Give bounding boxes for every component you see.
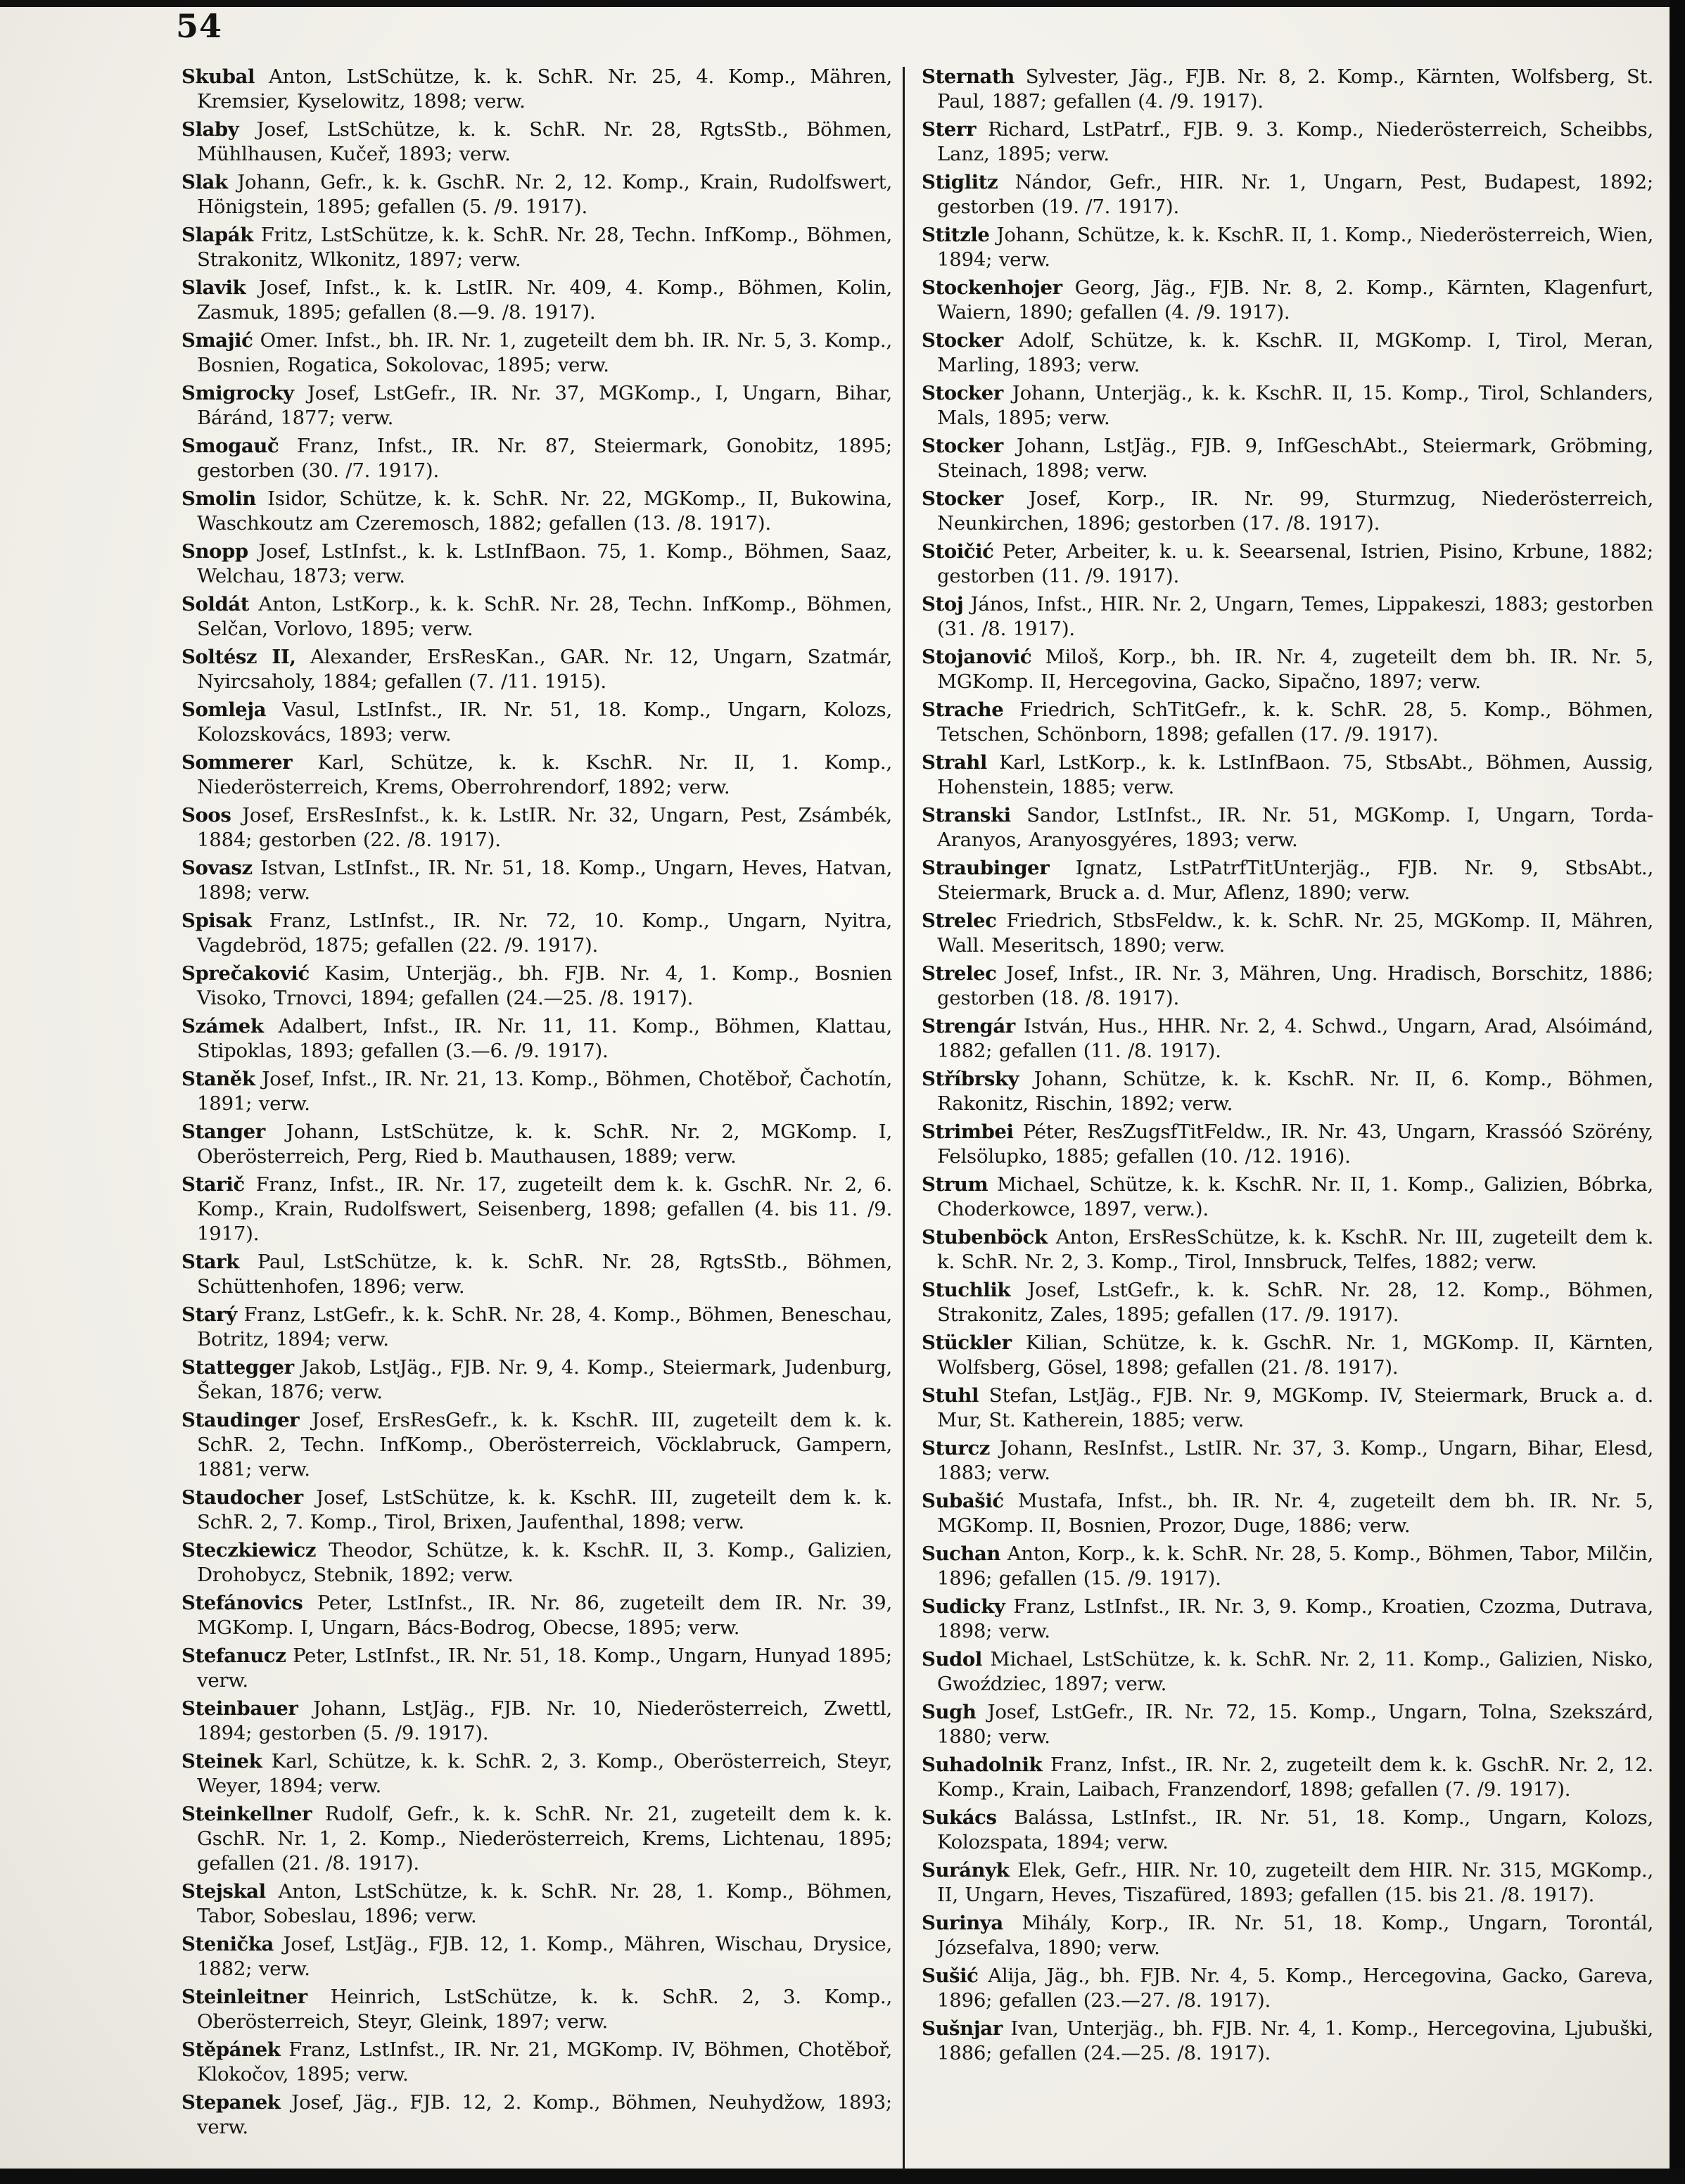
scan-border-right [1670, 0, 1685, 2184]
entry-surname: Smajić [182, 329, 253, 352]
list-entry [922, 1067, 1653, 1116]
list-entry [182, 909, 892, 958]
entry-details: Josef, LstGefr., IR. Nr. 72, 15. Komp., Ungarn, Tolna, Szekszárd, 1880; verw. [937, 1701, 1653, 1748]
entry-surname: Sprečaković [182, 962, 310, 985]
list-entry [182, 1644, 892, 1693]
entry-details: Vasul, LstInfst., IR. Nr. 51, 18. Komp., Ungarn, Kolozs, Kolozskovács, 1893; verw. [197, 698, 892, 746]
entry-surname: Stejskal [182, 1880, 266, 1903]
entry-surname: Sudicky [922, 1595, 1005, 1618]
list-entry [922, 1595, 1653, 1644]
list-entry [922, 1331, 1653, 1380]
entry-details: Peter, Arbeiter, k. u. k. Seearsenal, Istrien, Pisino, Krbune, 1882; gestorben (11. /9. 1917). [937, 540, 1653, 587]
list-entry [182, 1408, 892, 1482]
list-entry [922, 909, 1653, 958]
entry-surname: Spisak [182, 909, 252, 932]
entry-details: Michael, LstSchütze, k. k. SchR. Nr. 2, 11. Komp., Galizien, Nisko, Gwoździec, 1897; verw. [937, 1648, 1653, 1695]
entry-details: Karl, LstKorp., k. k. LstInfBaon. 75, StbsAbt., Böhmen, Aussig, Hohenstein, 1885; verw. [937, 751, 1653, 798]
list-entry [182, 1355, 892, 1405]
list-entry [182, 856, 892, 905]
entry-surname: Slavik [182, 276, 246, 299]
entry-details: Anton, LstSchütze, k. k. SchR. Nr. 28, 1. Komp., Böhmen, Tabor, Sobeslau, 1896; verw. [197, 1880, 892, 1927]
entry-surname: Smogauč [182, 435, 279, 457]
entry-surname: Sudol [922, 1648, 982, 1671]
list-entry [922, 381, 1653, 430]
entry-surname: Stříbrsky [922, 1068, 1019, 1090]
entry-details: Mustafa, Infst., bh. IR. Nr. 4, zugeteilt dem bh. IR. Nr. 5, MGKomp. II, Bosnien, Prozor, Duge, 1886; verw. [937, 1490, 1653, 1537]
list-entry [922, 1173, 1653, 1222]
entry-details: Josef, LstSchütze, k. k. SchR. Nr. 28, RgtsStb., Böhmen, Mühlhausen, Kučeř, 1893; verw. [197, 118, 892, 165]
list-entry [922, 1647, 1653, 1697]
left-column [182, 65, 892, 2143]
list-entry [922, 1014, 1653, 1064]
list-entry [922, 1436, 1653, 1486]
entry-details: Josef, Korp., IR. Nr. 99, Sturmzug, Niederösterreich, Neunkirchen, 1896; gestorben (17. /8. 1917). [937, 487, 1653, 535]
entry-surname: Starý [182, 1303, 237, 1326]
list-entry [182, 592, 892, 641]
entry-surname: Snopp [182, 540, 248, 563]
entry-details: Nándor, Gefr., HIR. Nr. 1, Ungarn, Pest, Budapest, 1892; gestorben (19. /7. 1917). [937, 171, 1653, 218]
entry-surname: Slaby [182, 118, 239, 141]
list-entry [182, 1303, 892, 1352]
list-entry [922, 1120, 1653, 1169]
list-entry [922, 276, 1653, 325]
list-entry [182, 1591, 892, 1640]
right-column [922, 65, 1653, 2069]
list-entry [182, 1067, 892, 1116]
entry-surname: Stěpánek [182, 2038, 281, 2061]
list-entry [182, 1932, 892, 1981]
entry-surname: Subašić [922, 1490, 1004, 1512]
list-entry [182, 434, 892, 483]
entry-details: Franz, LstGefr., k. k. SchR. Nr. 28, 4. Komp., Böhmen, Beneschau, Botritz, 1894; verw. [197, 1303, 892, 1350]
entry-details: Rudolf, Gefr., k. k. SchR. Nr. 21, zugeteilt dem k. k. GschR. Nr. 1, 2. Komp., Niederösterreich, Krems, Lichtenau, 1895; gefallen (21. /8. 1917). [197, 1803, 892, 1875]
entry-details: Miloš, Korp., bh. IR. Nr. 4, zugeteilt dem bh. IR. Nr. 5, MGKomp. II, Hercegovina, Gacko, Sipačno, 1897; verw. [937, 646, 1653, 693]
entry-details: Johann, Gefr., k. k. GschR. Nr. 2, 12. Komp., Krain, Rudolfswert, Hönigstein, 1895; gefallen (5. /9. 1917). [197, 171, 892, 218]
entry-surname: Stocker [922, 487, 1003, 510]
list-entry [182, 170, 892, 219]
entry-surname: Steinek [182, 1750, 262, 1773]
entry-surname: Sturcz [922, 1437, 991, 1460]
entry-details: Johann, Unterjäg., k. k. KschR. II, 15. Komp., Tirol, Schlanders, Mals, 1895; verw. [937, 382, 1653, 429]
entry-details: Franz, Infst., IR. Nr. 17, zugeteilt dem k. k. GschR. Nr. 2, 6. Komp., Krain, Rudolfswert, Seisenberg, 1898; gefallen (4. bis 11. /9. 1917). [197, 1173, 892, 1245]
entry-surname: Steinbauer [182, 1697, 298, 1720]
list-entry [922, 962, 1653, 1011]
entry-details: Franz, Infst., IR. Nr. 87, Steiermark, Gonobitz, 1895; gestorben (30. /7. 1917). [197, 435, 892, 482]
entry-details: Josef, LstGefr., k. k. SchR. Nr. 28, 12. Komp., Böhmen, Strakonitz, Zales, 1895; gefallen (17. /9. 1917). [937, 1279, 1653, 1326]
entry-surname: Soldát [182, 593, 249, 615]
entry-details: Adolf, Schütze, k. k. KschR. II, MGKomp. I, Tirol, Meran, Marling, 1893; verw. [937, 329, 1653, 376]
list-entry [182, 223, 892, 272]
entry-details: Josef, Jäg., FJB. 12, 2. Komp., Böhmen, Neuhydžow, 1893; verw. [197, 2091, 892, 2138]
entry-surname: Stocker [922, 329, 1003, 352]
entry-surname: Starič [182, 1173, 245, 1196]
entry-surname: Strum [922, 1173, 988, 1196]
entry-details: Peter, LstInfst., IR. Nr. 51, 18. Komp., Ungarn, Hunyad 1895; verw. [197, 1645, 892, 1692]
entry-details: Franz, LstInfst., IR. Nr. 72, 10. Komp., Ungarn, Nyitra, Vagdebröd, 1875; gefallen (22. /9. 1917). [197, 909, 892, 957]
entry-surname: Stuchlik [922, 1279, 1011, 1301]
entry-surname: Stocker [922, 435, 1003, 457]
entry-details: János, Infst., HIR. Nr. 2, Ungarn, Temes, Lippakeszi, 1883; gestorben (31. /8. 1917). [937, 593, 1653, 640]
entry-surname: Stranski [922, 804, 1011, 826]
entry-details: Ignatz, LstPatrfTitUnterjäg., FJB. Nr. 9, StbsAbt., Steiermark, Bruck a. d. Mur, Aflenz, 1890; verw. [937, 857, 1653, 904]
entry-details: Ivan, Unterjäg., bh. FJB. Nr. 4, 1. Komp., Hercegovina, Ljubuški, 1886; gefallen (24.—25. /8. 1917). [937, 2017, 1653, 2064]
list-entry [922, 856, 1653, 905]
list-entry [922, 1225, 1653, 1275]
list-entry [182, 117, 892, 167]
entry-surname: Slapák [182, 224, 253, 246]
entry-details: Richard, LstPatrf., FJB. 9. 3. Komp., Niederösterreich, Scheibbs, Lanz, 1895; verw. [937, 118, 1653, 165]
entry-surname: Sterr [922, 118, 977, 141]
entry-surname: Sugh [922, 1701, 977, 1723]
entry-details: Anton, LstSchütze, k. k. SchR. Nr. 25, 4. Komp., Mähren, Kremsier, Kyselowitz, 1898; verw. [197, 65, 892, 113]
entry-details: Anton, LstKorp., k. k. SchR. Nr. 28, Techn. InfKomp., Böhmen, Selčan, Vorlovo, 1895; verw. [197, 593, 892, 640]
entry-details: Kilian, Schütze, k. k. GschR. Nr. 1, MGKomp. II, Kärnten, Wolfsberg, Gösel, 1898; gefallen (21. /8. 1917). [937, 1332, 1653, 1379]
list-entry [922, 645, 1653, 694]
list-entry [922, 2017, 1653, 2066]
list-entry [922, 65, 1653, 114]
entry-surname: Steinkellner [182, 1803, 312, 1825]
entry-details: Johann, Schütze, k. k. KschR. II, 1. Komp., Niederösterreich, Wien, 1894; verw. [937, 224, 1653, 271]
list-entry [922, 592, 1653, 641]
entry-details: Josef, ErsResGefr., k. k. KschR. III, zugeteilt dem k. k. SchR. 2, Techn. InfKomp., Oberösterreich, Vöcklabruck, Gampern, 1881; verw. [197, 1409, 892, 1481]
entry-surname: Somleja [182, 698, 267, 721]
list-entry [182, 645, 892, 694]
list-entry [922, 1806, 1653, 1855]
scan-border-bottom [0, 2169, 1685, 2184]
list-entry [922, 1964, 1653, 2013]
entry-surname: Stepanek [182, 2091, 281, 2114]
list-entry [922, 751, 1653, 800]
list-entry [182, 962, 892, 1011]
entry-surname: Surinya [922, 1912, 1003, 1934]
list-entry [182, 1120, 892, 1169]
entry-details: Balássa, LstInfst., IR. Nr. 51, 18. Komp., Ungarn, Kolozs, Kolozspata, 1894; verw. [937, 1806, 1653, 1853]
entry-details: Josef, LstGefr., IR. Nr. 37, MGKomp., I, Ungarn, Bihar, Báránd, 1877; verw. [197, 382, 892, 429]
entry-surname: Stark [182, 1251, 239, 1273]
entry-details: Friedrich, SchTitGefr., k. k. SchR. 28, 5. Komp., Böhmen, Tetschen, Schönborn, 1898; gefallen (17. /9. 1917). [937, 698, 1653, 746]
entry-surname: Stoičić [922, 540, 994, 563]
list-entry [182, 1250, 892, 1299]
list-entry [182, 698, 892, 747]
entry-surname: Sušnjar [922, 2017, 1003, 2040]
entry-details: Fritz, LstSchütze, k. k. SchR. Nr. 28, Techn. InfKomp., Böhmen, Strakonitz, Wlkonitz, 1897; verw. [197, 224, 892, 271]
entry-details: Sandor, LstInfst., IR. Nr. 51, MGKomp. I, Ungarn, Torda-Aranyos, Aranyosgyéres, 1893; verw. [937, 804, 1653, 851]
entry-surname: Sommerer [182, 751, 293, 774]
entry-details: Omer. Infst., bh. IR. Nr. 1, zugeteilt dem bh. IR. Nr. 5, 3. Komp., Bosnien, Rogatica, Sokolovac, 1895; verw. [197, 329, 892, 376]
list-entry [922, 539, 1653, 589]
list-entry [182, 803, 892, 852]
entry-surname: Strahl [922, 751, 987, 774]
entry-details: Alexander, ErsResKan., GAR. Nr. 12, Ungarn, Szatmár, Nyircsaholy, 1884; gefallen (7. /11. 1915). [197, 646, 892, 693]
entry-details: Johann, ResInfst., LstIR. Nr. 37, 3. Komp., Ungarn, Bihar, Elesd, 1883; verw. [937, 1437, 1653, 1484]
list-entry [182, 1486, 892, 1535]
entry-details: Heinrich, LstSchütze, k. k. SchR. 2, 3. Komp., Oberösterreich, Steyr, Gleink, 1897; verw. [197, 1986, 892, 2033]
list-entry [922, 434, 1653, 483]
entry-details: Adalbert, Infst., IR. Nr. 11, 11. Komp., Böhmen, Klattau, Stipoklas, 1893; gefallen (3.—6. /9. 1917). [197, 1015, 892, 1062]
entry-surname: Stuhl [922, 1384, 979, 1407]
entry-details: Péter, ResZugsfTitFeldw., IR. Nr. 43, Ungarn, Krassóó Szörény, Felsölupko, 1885; gefallen (10. /12. 1916). [937, 1120, 1653, 1168]
list-entry [182, 539, 892, 589]
list-entry [182, 1749, 892, 1799]
entry-surname: Staudocher [182, 1486, 303, 1509]
list-entry [922, 487, 1653, 536]
entry-surname: Stockenhojer [922, 276, 1062, 299]
entry-details: Michael, Schütze, k. k. KschR. Nr. II, 1. Komp., Galizien, Bóbrka, Choderkowce, 1897, verw.). [937, 1173, 1653, 1220]
entry-surname: Staněk [182, 1068, 255, 1090]
list-entry [922, 1542, 1653, 1591]
entry-details: Josef, Infst., k. k. LstIR. Nr. 409, 4. Komp., Böhmen, Kolin, Zasmuk, 1895; gefallen (8.—9. /8. 1917). [197, 276, 892, 324]
entry-details: Peter, LstInfst., IR. Nr. 86, zugeteilt dem IR. Nr. 39, MGKomp. I, Ungarn, Bács-Bodrog, Obecse, 1895; verw. [197, 1592, 892, 1639]
list-entry [922, 117, 1653, 167]
entry-surname: Stojanović [922, 646, 1032, 668]
list-entry [182, 328, 892, 378]
list-entry [182, 1538, 892, 1588]
entry-surname: Skubal [182, 65, 255, 88]
entry-surname: Stiglitz [922, 171, 998, 193]
entry-details: Georg, Jäg., FJB. Nr. 8, 2. Komp., Kärnten, Klagenfurt, Waiern, 1890; gefallen (4. /9. 1917). [937, 276, 1653, 324]
list-entry [182, 276, 892, 325]
entry-details: Friedrich, StbsFeldw., k. k. SchR. Nr. 25, MGKomp. II, Mähren, Wall. Meseritsch, 1890; verw. [937, 909, 1653, 957]
entry-details: Johann, Schütze, k. k. KschR. Nr. II, 6. Komp., Böhmen, Rakonitz, Rischin, 1892; verw. [937, 1068, 1653, 1115]
list-entry [182, 751, 892, 800]
entry-surname: Sukács [922, 1806, 997, 1829]
list-entry [182, 1173, 892, 1246]
entry-surname: Suchan [922, 1543, 1001, 1565]
entry-details: Franz, Infst., IR. Nr. 2, zugeteilt dem k. k. GschR. Nr. 2, 12. Komp., Krain, Laibach, Franzendorf, 1898; gefallen (7. /9. 1917). [937, 1754, 1653, 1801]
entry-details: Josef, ErsResInfst., k. k. LstIR. Nr. 32, Ungarn, Pest, Zsámbék, 1884; gestorben (22. /8. 1917). [197, 804, 892, 851]
entry-details: Paul, LstSchütze, k. k. SchR. Nr. 28, RgtsStb., Böhmen, Schüttenhofen, 1896; verw. [197, 1251, 892, 1298]
entry-details: Johann, LstJäg., FJB. 9, InfGeschAbt., Steiermark, Gröbming, Steinach, 1898; verw. [937, 435, 1653, 482]
list-entry [182, 1985, 892, 2034]
entry-surname: Stanger [182, 1120, 265, 1143]
entry-details: Alija, Jäg., bh. FJB. Nr. 4, 5. Komp., Hercegovina, Gacko, Gareva, 1896; gefallen (23.—27. /8. 1917). [937, 1965, 1653, 2012]
entry-surname: Slak [182, 171, 228, 193]
entry-surname: Stubenböck [922, 1226, 1048, 1249]
entry-details: István, Hus., HHR. Nr. 2, 4. Schwd., Ungarn, Arad, Alsóimánd, 1882; gefallen (11. /8. 1917). [937, 1015, 1653, 1062]
entry-surname: Smolin [182, 487, 256, 510]
entry-surname: Strimbei [922, 1120, 1014, 1143]
list-entry [182, 1014, 892, 1064]
entry-details: Karl, Schütze, k. k. SchR. 2, 3. Komp., Oberösterreich, Steyr, Weyer, 1894; verw. [197, 1750, 892, 1797]
entry-details: Josef, LstJäg., FJB. 12, 1. Komp., Mähren, Wischau, Drysice, 1882; verw. [197, 1933, 892, 1980]
list-entry [922, 328, 1653, 378]
list-entry [922, 1753, 1653, 1802]
entry-details: Johann, LstSchütze, k. k. SchR. Nr. 2, MGKomp. I, Oberösterreich, Perg, Ried b. Mauthausen, 1889; verw. [197, 1120, 892, 1168]
entry-surname: Stenička [182, 1933, 274, 1955]
entry-details: Stefan, LstJäg., FJB. Nr. 9, MGKomp. IV, Steiermark, Bruck a. d. Mur, St. Katherein, 1885; verw. [937, 1384, 1653, 1431]
column-divider [903, 67, 905, 2170]
list-entry [182, 381, 892, 430]
entry-surname: Stocker [922, 382, 1003, 404]
list-entry [182, 487, 892, 536]
entry-details: Elek, Gefr., HIR. Nr. 10, zugeteilt dem HIR. Nr. 315, MGKomp., II, Ungarn, Heves, Tiszafüred, 1893; gefallen (15. bis 21. /8. 1917). [937, 1859, 1653, 1906]
entry-surname: Staudinger [182, 1409, 300, 1431]
entry-details: Sylvester, Jäg., FJB. Nr. 8, 2. Komp., Kärnten, Wolfsberg, St. Paul, 1887; gefallen (4. /9. 1917). [937, 65, 1653, 113]
list-entry [922, 223, 1653, 272]
entry-surname: Stückler [922, 1332, 1012, 1354]
list-entry [182, 2090, 892, 2140]
entry-details: Josef, Infst., IR. Nr. 21, 13. Komp., Böhmen, Chotěboř, Čachotín, 1891; verw. [197, 1068, 892, 1115]
entry-surname: Sušić [922, 1965, 979, 1987]
list-entry [182, 2038, 892, 2087]
entry-details: Johann, LstJäg., FJB. Nr. 10, Niederösterreich, Zwettl, 1894; gestorben (5. /9. 1917). [197, 1697, 892, 1744]
scan-border-top [0, 0, 1685, 7]
page-number: 54 [176, 7, 223, 45]
entry-surname: Stefánovics [182, 1592, 303, 1614]
entry-surname: Strelec [922, 962, 997, 985]
entry-details: Josef, LstInfst., k. k. LstInfBaon. 75, 1. Komp., Böhmen, Saaz, Welchau, 1873; verw. [197, 540, 892, 587]
entry-details: Kasim, Unterjäg., bh. FJB. Nr. 4, 1. Komp., Bosnien Visoko, Trnovci, 1894; gefallen (24.—25. /8. 1917). [197, 962, 892, 1009]
entry-surname: Számek [182, 1015, 264, 1037]
entry-surname: Strelec [922, 909, 997, 932]
list-entry [182, 65, 892, 114]
list-entry [182, 1879, 892, 1929]
entry-surname: Strengár [922, 1015, 1015, 1037]
entry-details: Mihály, Korp., IR. Nr. 51, 18. Komp., Ungarn, Torontál, Józsefalva, 1890; verw. [937, 1912, 1653, 1959]
list-entry [922, 698, 1653, 747]
entry-surname: Stefanucz [182, 1645, 286, 1667]
entry-details: Anton, Korp., k. k. SchR. Nr. 28, 5. Komp., Böhmen, Tabor, Milčin, 1896; gefallen (15. /9. 1917). [937, 1543, 1653, 1590]
list-entry [922, 1700, 1653, 1749]
entry-surname: Steinleitner [182, 1986, 307, 2008]
entry-surname: Stoj [922, 593, 964, 615]
list-entry [922, 1858, 1653, 1908]
list-entry [182, 1697, 892, 1746]
entry-surname: Strache [922, 698, 1004, 721]
list-entry [922, 1278, 1653, 1327]
entry-details: Jakob, LstJäg., FJB. Nr. 9, 4. Komp., Steiermark, Judenburg, Šekan, 1876; verw. [197, 1356, 892, 1403]
entry-details: Karl, Schütze, k. k. KschR. Nr. II, 1. Komp., Niederösterreich, Krems, Oberrohrendorf, 1892; verw. [197, 751, 892, 798]
entry-surname: Suhadolnik [922, 1754, 1043, 1776]
entry-details: Isidor, Schütze, k. k. SchR. Nr. 22, MGKomp., II, Bukowina, Waschkoutz am Czeremosch, 1882; gefallen (13. /8. 1917). [197, 487, 892, 535]
entry-details: Istvan, LstInfst., IR. Nr. 51, 18. Komp., Ungarn, Heves, Hatvan, 1898; verw. [197, 857, 892, 904]
entry-surname: Steczkiewicz [182, 1539, 317, 1562]
entry-surname: Sternath [922, 65, 1015, 88]
entry-surname: Soltész II, [182, 646, 296, 668]
entry-details: Josef, Infst., IR. Nr. 3, Mähren, Ung. Hradisch, Borschitz, 1886; gestorben (18. /8. 1917). [937, 962, 1653, 1009]
entry-details: Anton, ErsResSchütze, k. k. KschR. Nr. III, zugeteilt dem k. k. SchR. Nr. 2, 3. Komp., Tirol, Innsbruck, Telfes, 1882; verw. [937, 1226, 1653, 1273]
entry-surname: Straubinger [922, 857, 1050, 879]
entry-surname: Soos [182, 804, 231, 826]
list-entry [922, 803, 1653, 852]
entry-details: Franz, LstInfst., IR. Nr. 21, MGKomp. IV, Böhmen, Chotěboř, Klokočov, 1895; verw. [197, 2038, 892, 2086]
entry-details: Josef, LstSchütze, k. k. KschR. III, zugeteilt dem k. k. SchR. 2, 7. Komp., Tirol, Brixen, Jaufenthal, 1898; verw. [197, 1486, 892, 1533]
list-entry [922, 1489, 1653, 1538]
entry-surname: Sovasz [182, 857, 253, 879]
entry-surname: Surányk [922, 1859, 1010, 1882]
entry-surname: Stitzle [922, 224, 990, 246]
entry-surname: Stattegger [182, 1356, 294, 1379]
entry-details: Theodor, Schütze, k. k. KschR. II, 3. Komp., Galizien, Drohobycz, Stebnik, 1892; verw. [197, 1539, 892, 1586]
entry-details: Franz, LstInfst., IR. Nr. 3, 9. Komp., Kroatien, Czozma, Dutrava, 1898; verw. [937, 1595, 1653, 1642]
list-entry [182, 1802, 892, 1876]
list-entry [922, 1384, 1653, 1433]
list-entry [922, 1911, 1653, 1960]
entry-surname: Smigrocky [182, 382, 294, 404]
list-entry [922, 170, 1653, 219]
